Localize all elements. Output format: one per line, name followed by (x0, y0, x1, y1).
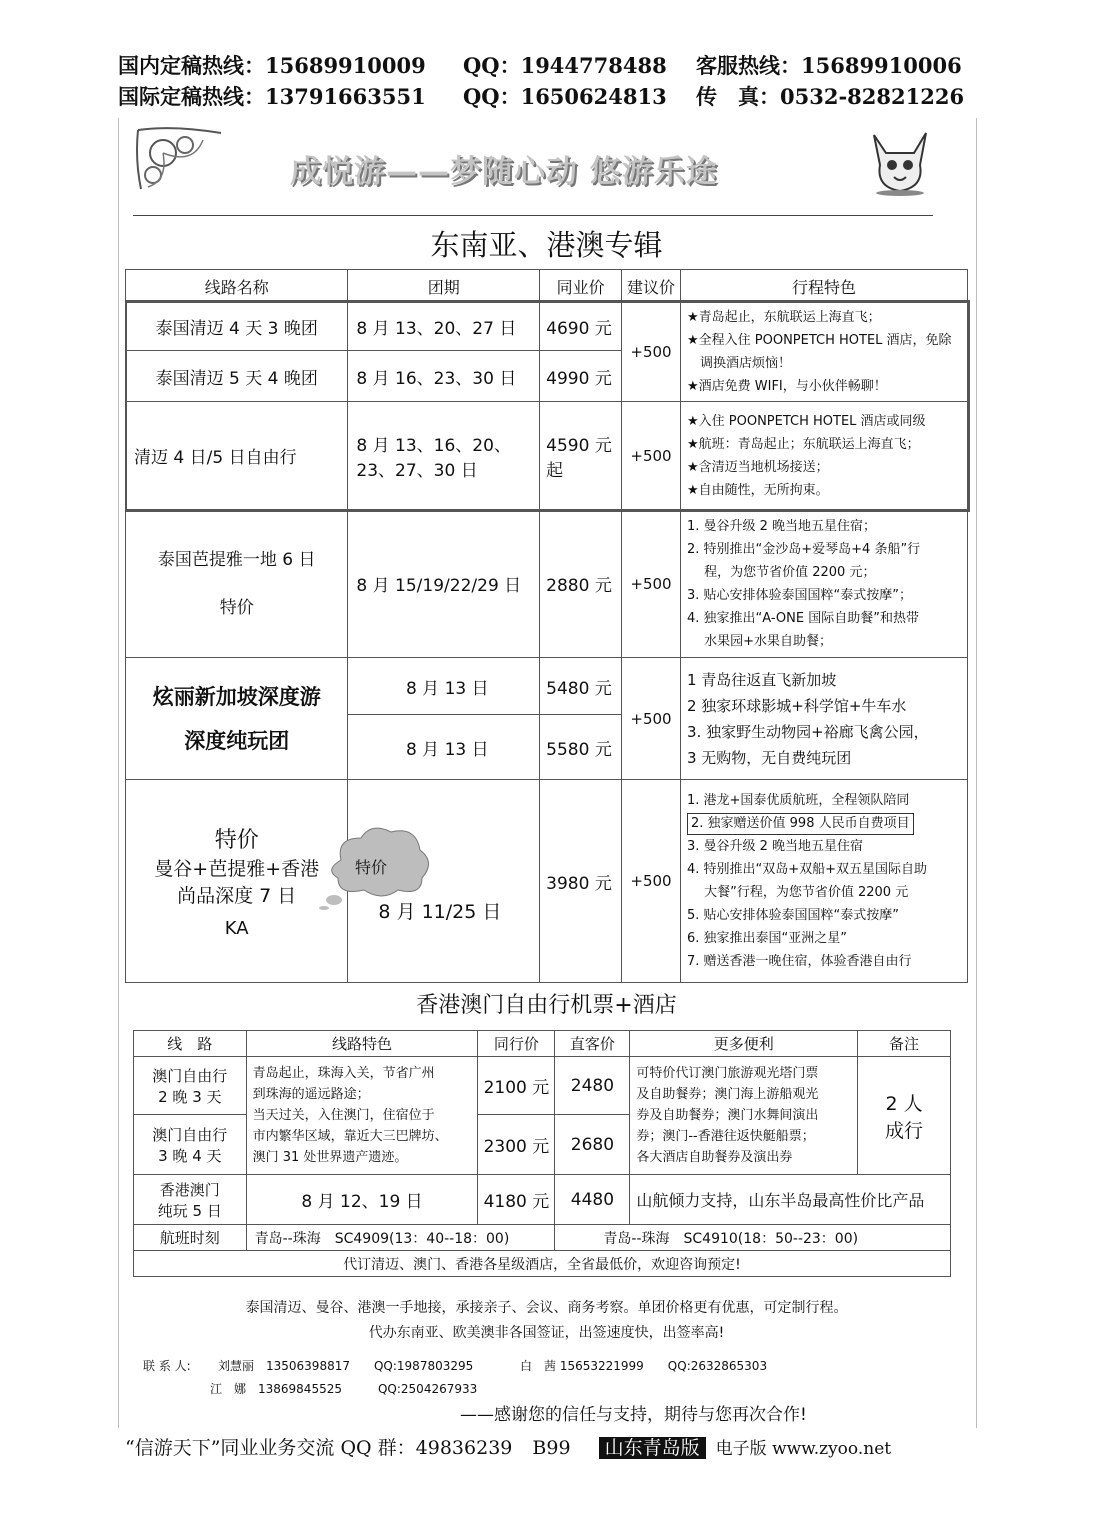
hotel-booking: 代订清迈、澳门、香港各星级酒店，全省最低价，欢迎咨询预定! (134, 1251, 951, 1277)
route-name (126, 658, 348, 780)
route-date: 8 月 12、19 日 (246, 1175, 478, 1225)
mascot-icon (866, 125, 934, 197)
route-price: 5480 元 (540, 658, 622, 715)
route-price: 5580 元 (540, 715, 622, 780)
header-peer-price: 同业价 (540, 270, 622, 303)
retail-price: 4480 (555, 1175, 630, 1225)
price-line: 4590 元 (546, 435, 612, 456)
feature-line: ★全程入住 POONPETCH HOTEL 酒店，免除 (686, 333, 952, 348)
route-name: 泰国清迈 5 天 4 晚团 (126, 351, 348, 402)
floral-ornament-icon (133, 125, 225, 195)
table-row (126, 780, 968, 983)
header-feature: 线路特色 (246, 1031, 478, 1057)
route-price: 2880 元 (540, 510, 622, 658)
footer-qq-group: “信游天下”同业业务交流 QQ 群：49836239 (125, 1437, 513, 1459)
feature-line: 1. 曼谷升级 2 晚当地五星住宿； (686, 518, 877, 534)
feature-line: 3. 独家野生动物园+裕廊飞禽公园， (686, 722, 929, 741)
route-date: 8 月 15/19/22/29 日 (348, 510, 540, 658)
route-date: 8 月 13、20、27 日 (348, 303, 540, 351)
more-benefits (630, 1057, 858, 1175)
route-name (134, 1115, 247, 1175)
name-line: 特价 (214, 828, 259, 853)
footer-page: B99 (532, 1437, 571, 1459)
section-title-sea: 东南亚、港澳专辑 (430, 228, 663, 262)
route-name (134, 1175, 247, 1225)
route-name (134, 1057, 247, 1115)
route-name (126, 780, 348, 983)
contact-label: 联 系 人: (143, 1359, 191, 1373)
qq-1: QQ：1944778488 (463, 53, 667, 78)
route-note (858, 1057, 951, 1175)
name-line: 澳门自由行 (152, 1125, 228, 1144)
header-note: 备注 (858, 1031, 951, 1057)
name-line: 纯玩 5 日 (157, 1201, 222, 1220)
flight-label: 航班时刻 (134, 1225, 247, 1251)
route-features (680, 780, 967, 983)
feature-line: 青岛起止，珠海入关，节省广州 (252, 1066, 435, 1081)
route-suggest: +500 (622, 658, 681, 780)
feature-line: 调换酒店烦恼！ (686, 356, 791, 371)
table-header-row (134, 1031, 951, 1057)
feature-line: 3. 贴心安排体验泰国国粹“泰式按摩”； (686, 587, 912, 603)
name-line: 深度纯玩团 (184, 728, 290, 753)
name-line: 炫丽新加坡深度游 (152, 684, 321, 709)
feature-line: ★入住 POONPETCH HOTEL 酒店或同级 (686, 413, 926, 429)
feature-line: 澳门 31 处世界遗产遗迹。 (252, 1150, 408, 1165)
benefit-line: 可特价代订澳门旅游观光塔门票 (636, 1066, 819, 1081)
footer (125, 1433, 891, 1460)
route-suggest: +500 (622, 303, 681, 402)
header-date: 团期 (348, 270, 540, 303)
name-line: 泰国芭提雅一地 6 日 (157, 549, 316, 570)
name-line: 特价 (219, 597, 254, 618)
feature-line: 到珠海的遥远路途； (252, 1087, 370, 1102)
date-line: 23、27、30 日 (356, 460, 478, 481)
route-date: 8 月 13 日 (348, 715, 540, 780)
domestic-hotline: 国内定稿热线：15689910009 (118, 53, 426, 78)
table-row (126, 510, 968, 658)
table-row (134, 1175, 951, 1225)
peer-price: 2300 元 (478, 1115, 555, 1175)
feature-line: 市内繁华区域，靠近大三巴牌坊、 (252, 1129, 448, 1144)
hotline-row-2 (118, 81, 964, 111)
service-note-1: 泰国清迈、曼谷、港澳一手地接，承接亲子、会议、商务考察。单团价格更有优惠，可定制行程。 (245, 1300, 848, 1316)
route-feature (246, 1057, 478, 1175)
flight-return: 青岛--珠海 SC4910(18：50--23：00) (555, 1225, 951, 1251)
table-row (134, 1057, 951, 1115)
service-note-2: 代办东南亚、欧美澳非各国签证，出签速度快，出签率高! (368, 1325, 725, 1341)
slogan: 成悦游——梦随心动 悠游乐途 (290, 154, 718, 190)
feature-line: 3. 曼谷升级 2 晚当地五星住宿 (686, 839, 864, 854)
section-title-hk-macau: 香港澳门自由行机票+酒店 (416, 993, 677, 1018)
peer-price: 4180 元 (478, 1175, 555, 1225)
feature-line: 5. 贴心安排体验泰国国粹“泰式按摩” (686, 908, 899, 923)
fax: 传 真：0532-82821226 (696, 84, 965, 109)
feature-line: 4. 独家推出“A-ONE 国际自助餐”和热带 (686, 610, 919, 626)
note-line: 2 人 (885, 1092, 923, 1115)
contact-person-2: 白 茜 15653221999 QQ:2632865303 (520, 1359, 768, 1373)
benefit-line: 券及自助餐券；澳门水舞间演出 (636, 1108, 819, 1123)
route-suggest: +500 (622, 510, 681, 658)
table-row (126, 658, 968, 715)
contact-person-1: 刘慧丽 13506398817 QQ:1987803295 (218, 1359, 474, 1373)
cloud-label: 特价 (355, 858, 388, 877)
header-more: 更多便利 (630, 1031, 858, 1057)
hk-macau-table (133, 1030, 951, 1277)
contact-person-3: 江 娜 13869845525 QQ:2504267933 (210, 1382, 478, 1396)
header-suggest-price: 建议价 (622, 270, 681, 303)
route-price: 3980 元 (540, 780, 622, 983)
feature-line: ★青岛起止，东航联运上海直飞； (686, 310, 881, 325)
route-features (680, 658, 967, 780)
benefit-line: 券；澳门--香港往返快艇船票； (636, 1129, 815, 1144)
more-benefits: 山航倾力支持，山东半岛最高性价比产品 (630, 1175, 951, 1225)
feature-line: 当天过关，入住澳门，住宿位于 (252, 1108, 435, 1123)
feature-line: 1. 港龙+国泰优质航班，全程领队陪同 (686, 793, 910, 808)
intl-hotline: 国际定稿热线：13791663551 (118, 84, 426, 109)
header-divider (133, 215, 933, 216)
feature-line: 3 无购物，无自费纯玩团 (686, 748, 852, 767)
header-retail: 直客价 (555, 1031, 630, 1057)
name-line: 澳门自由行 (152, 1066, 228, 1085)
route-suggest: +500 (622, 780, 681, 983)
header-features: 行程特色 (680, 270, 967, 303)
route-date: 8 月 16、23、30 日 (348, 351, 540, 402)
thanks-line: ——感谢您的信任与支持，期待与您再次合作! (460, 1405, 807, 1425)
service-hotline: 客服热线：15689910006 (696, 53, 962, 78)
name-line: 香港澳门 (159, 1180, 220, 1199)
hotline-row-1 (118, 50, 962, 80)
qq-2: QQ：1650624813 (463, 84, 667, 109)
feature-line: 2. 独家赠送价值 998 人民币自费项目 (687, 813, 914, 835)
feature-line: 程，为您节省价值 2200 元； (686, 564, 876, 580)
footer-site: 电子版 www.zyoo.net (715, 1439, 892, 1459)
feature-line: ★自由随性，无所拘束。 (686, 482, 829, 498)
name-line: 2 晚 3 天 (158, 1087, 222, 1106)
benefit-line: 及自助餐券；澳门海上游船观光 (636, 1087, 819, 1102)
feature-line: ★含清迈当地机场接送； (686, 459, 829, 475)
feature-line: ★航班：青岛起止；东航联运上海直飞； (686, 436, 920, 452)
date-line: 8 月 13、16、20、 (356, 435, 511, 456)
feature-line: 2 独家环球影城+科学馆+牛车水 (686, 696, 907, 715)
name-line: KA (224, 918, 249, 939)
price-line: 起 (546, 460, 564, 481)
peer-price: 2100 元 (478, 1057, 555, 1115)
route-price: 4690 元 (540, 303, 622, 351)
retail-price: 2480 (555, 1057, 630, 1115)
feature-line: 4. 特别推出“双岛+双船+双五星国际自助 (686, 862, 928, 877)
name-line: 曼谷+芭提雅+香港 (154, 858, 320, 880)
route-name: 泰国清迈 4 天 3 晚团 (126, 303, 348, 351)
route-date: 8 月 13 日 (348, 658, 540, 715)
feature-line: 6. 独家推出泰国“亚洲之星” (686, 931, 847, 946)
footer-edition-badge: 山东青岛版 (599, 1437, 706, 1459)
name-line: 尚品深度 7 日 (177, 885, 297, 907)
route-features (680, 510, 967, 658)
table-header-row (126, 270, 968, 303)
route-name: 清迈 4 日/5 日自由行 (126, 402, 348, 510)
feature-line: 水果园+水果自助餐； (686, 633, 833, 649)
feature-line: ★酒店免费 WIFI，与小伙伴畅聊！ (686, 379, 887, 394)
route-suggest: +500 (622, 402, 681, 510)
route-date: 8 月 11/25 日 (348, 780, 540, 983)
hotel-row (134, 1251, 951, 1277)
header-route: 线路名称 (126, 270, 348, 303)
note-line: 成行 (885, 1119, 924, 1142)
route-name (126, 510, 348, 658)
feature-line: 1 青岛往返直飞新加坡 (686, 670, 837, 689)
feature-line: 大餐”行程，为您节省价值 2200 元 (686, 885, 909, 900)
chiangmai-group-box (125, 300, 970, 512)
benefit-line: 各大酒店自助餐券及演出券 (636, 1150, 793, 1165)
header-peer: 同行价 (478, 1031, 555, 1057)
retail-price: 2680 (555, 1115, 630, 1175)
name-line: 3 晚 4 天 (158, 1146, 222, 1165)
feature-line: 7. 赠送香港一晚住宿，体验香港自由行 (686, 954, 912, 969)
route-price: 4990 元 (540, 351, 622, 402)
flight-outbound: 青岛--珠海 SC4909(13：40--18：00) (246, 1225, 555, 1251)
feature-line: 2. 特别推出“金沙岛+爱琴岛+4 条船”行 (686, 541, 921, 557)
header-route: 线 路 (134, 1031, 247, 1057)
flight-row (134, 1225, 951, 1251)
